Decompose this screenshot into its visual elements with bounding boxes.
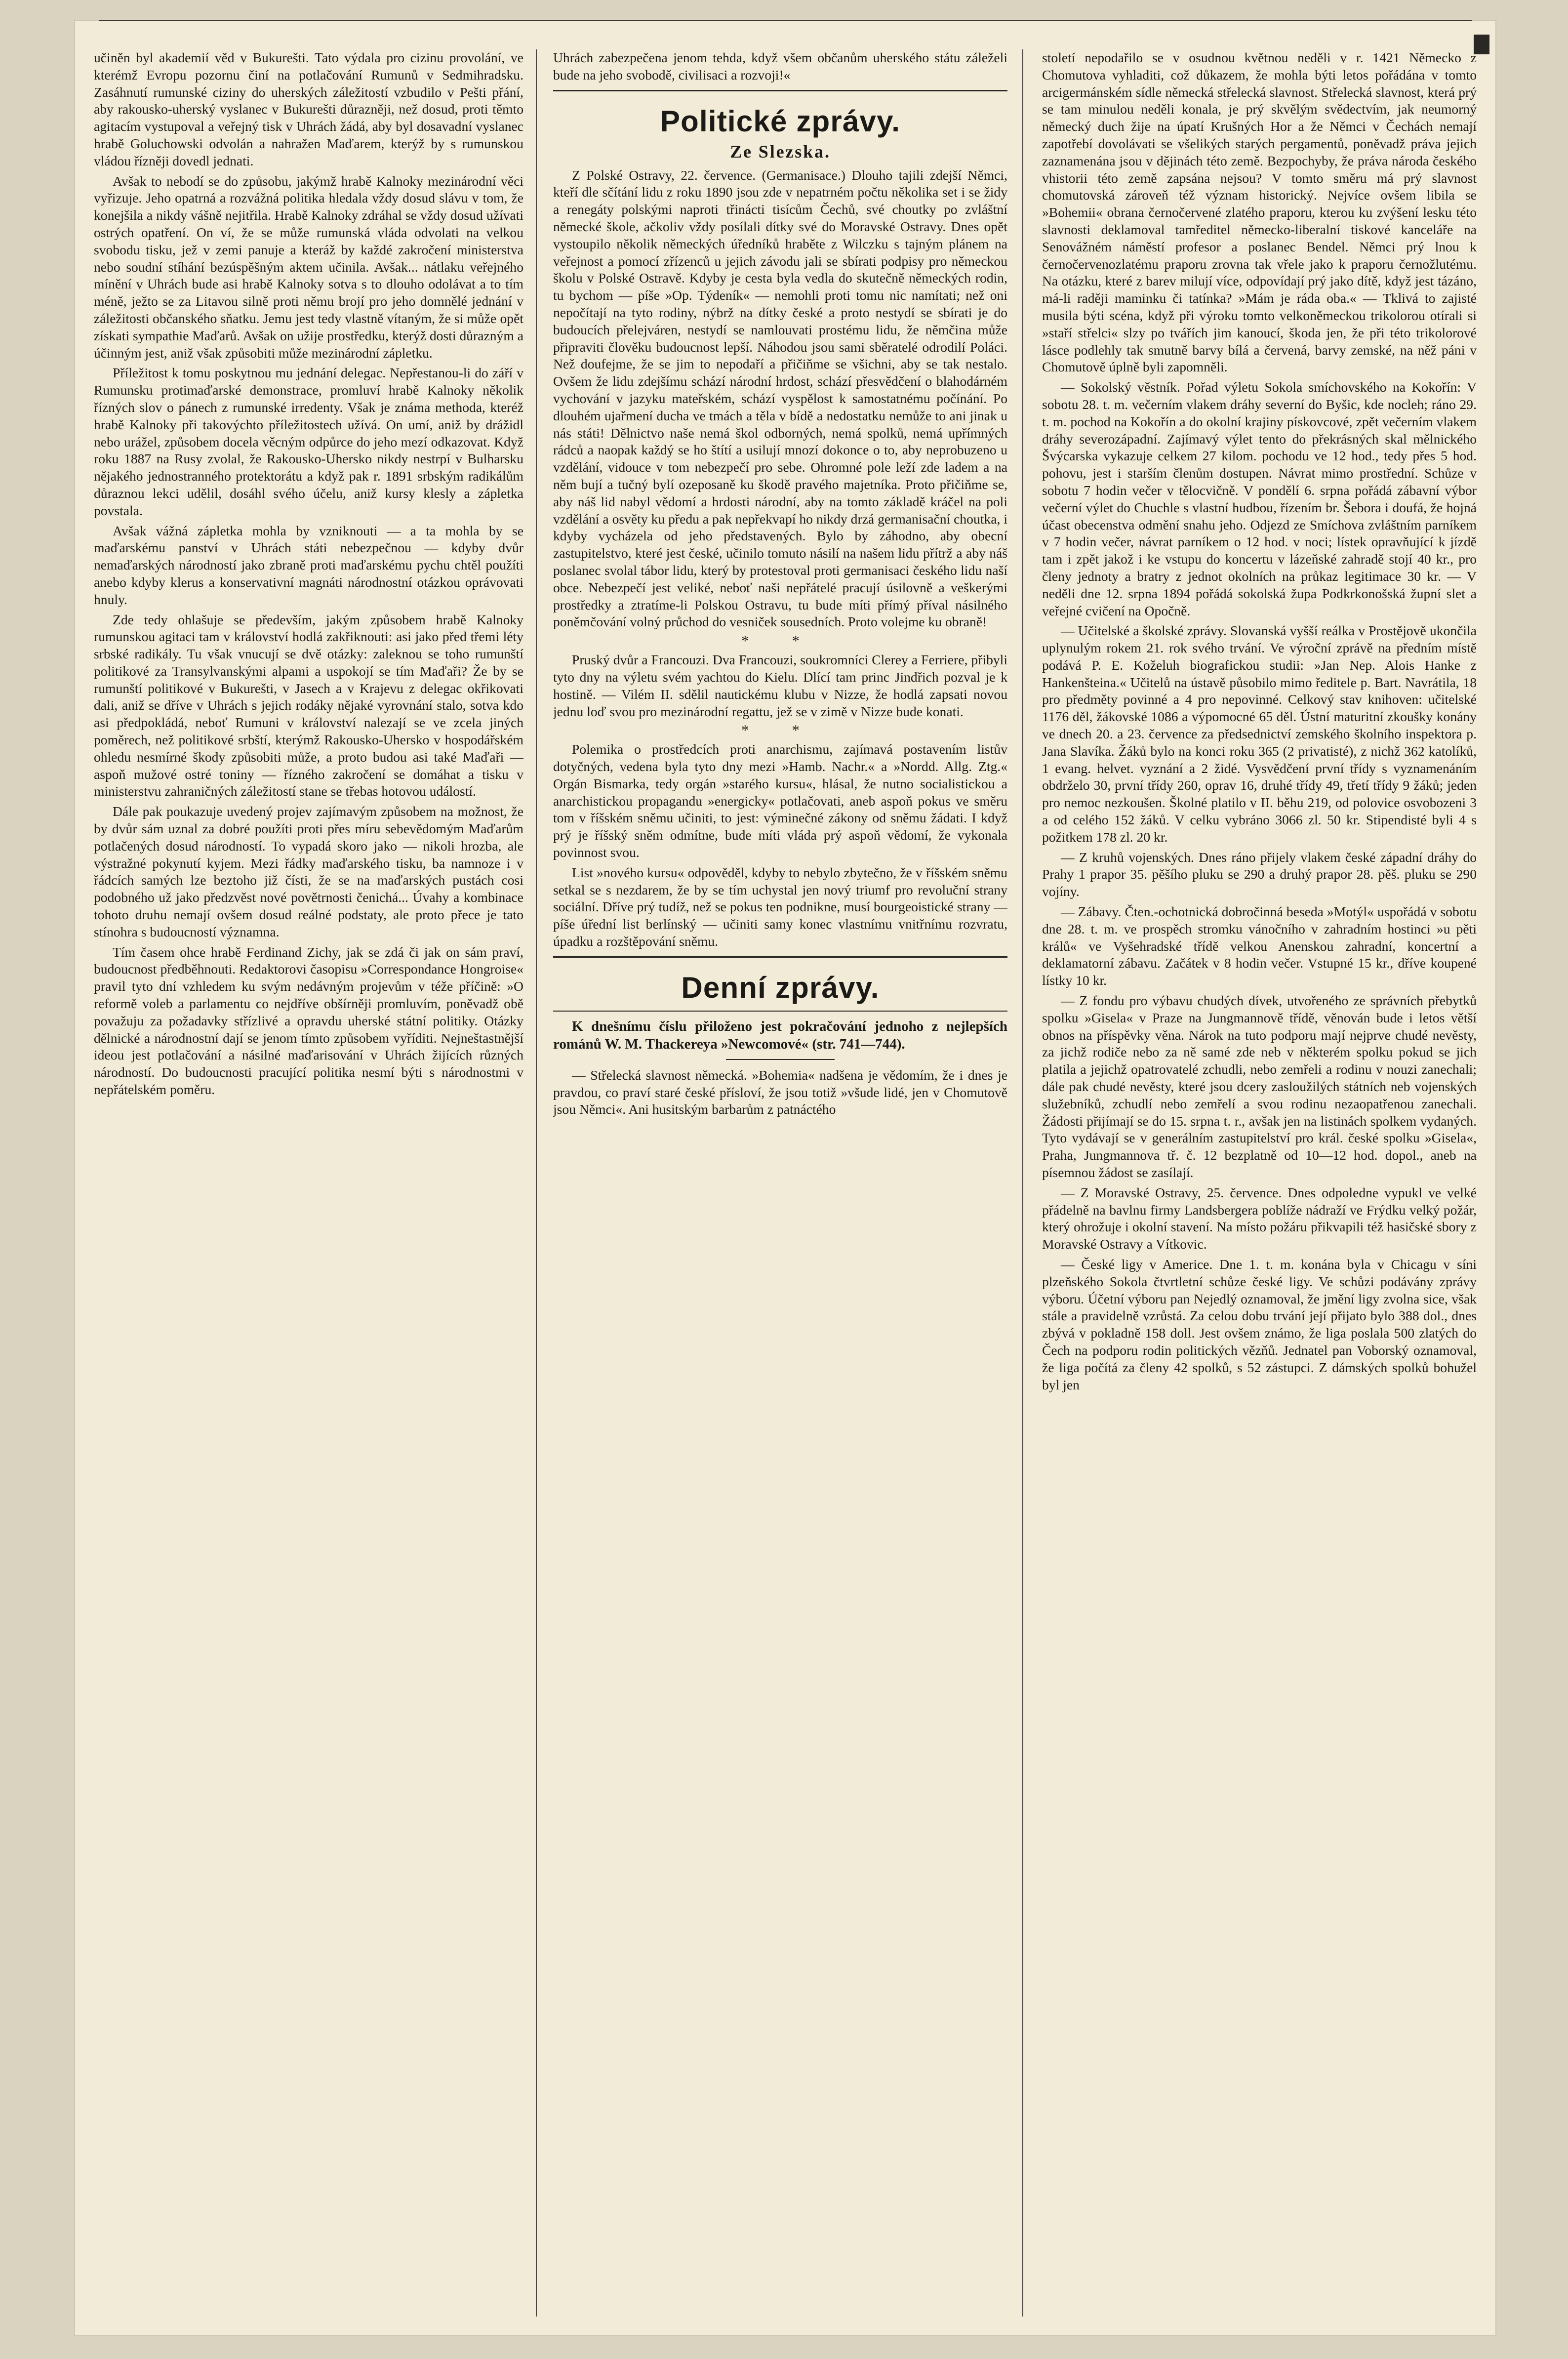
article-paragraph: Dále pak poukazuje uvedený projev zajímavým způsobem na možnost, že by dvůr sám uznal za dobré použíti proti přes míru sebevědomým Maďarům potlačených dosud národností. To vypadá skoro jako — nikoli hrozba, ale výstražné pokynutí kyjem. Mezi řádky maďarského tisku, ba namnoze i v řádcích samých lze beztoho již čísti, že se na maďarských pustách cosi podobného už jako předzvěst nové povětrnosti čenichá... Úvahy a kombinace tohoto druhu nemají ovšem dosud reálné podstaty, ale proto přece je tato stínohra s budoucností významna. [94, 804, 523, 939]
section-title-politicke-zpravy: Politické zprávy. [660, 104, 901, 138]
article-novy-kurs: List »nového kursu« odpověděl, kdyby to nebylo zbytečno, že v říšském sněmu setkal se s nezdarem, že by se tím uchystal jen nový triumf pro revoluční strany sociální. Dříve prý tudíž, než se pokus ten podnikne, musí bourgeoistické strany — píše úřední list berlínský — učiniti samy konec vlastnímu vnitřnímu rozvratu, úpadku a rozštěpování sněmu. [553, 864, 1007, 949]
section-subtitle-slezsko: Ze Slezska. [730, 141, 831, 162]
article-paragraph: Zde tedy ohlašuje se především, jakým způsobem hrabě Kalnoky rumunskou agitaci tam v království hodlá zakřiknouti: asi jako před třemi léty srbské radikály. Tu však vnucují se dvě otázky: zaleknou se toho rumunští politikové za Transylvanskými alpami a uspokojí se tím Maďaři? Že by se rumunští politikové v Bukurešti, v Jasech a v Krajevu z delegac okřikovati dali, aniž se dříve v Uhrách s jejich rodáky nějaké vyrovnání stalo, sotva kdo asi předpokládá, neboť Rumuni v království nalezají se ve zcela jiných poměrech, než politikové srbští, kterýmž Rakousko-Uhersko v hospodářském ohledu nesmírné škody způsobiti může, a proto budou asi také Maďaři — aspoň mužové ostré toniny — řízného zakročení se domáhat a tisku v ministerstvu zahraničných záležitostí stane se třebas hotovou událostí. [94, 611, 523, 799]
article-vojenske: — Z kruhů vojenských. Dnes ráno přijely vlakem české západní dráhy do Prahy 1 prapor 35. pěšího pluku se 290 a druhý prapor 28. pěš. pluku se 290 vojíny. [1042, 849, 1477, 899]
article-fond-divek: — Z fondu pro výbavu chudých dívek, utvořeného ze správních přebytků spolku »Gisela« v Praze na Jungmannově třídě, věnován bude i letos větší obnos na příspěvky věna. Nárok na tuto podporu mají nejprve chudé nevěsty, za jichž rodiče nebo za ně samé zde neb v některém spolku pokud se jich platila a jejichž opatrovatelé zchudli, nebo zemřeli a rodinu v nouzi zanechali; dále pak chudé nevěsty, které jsou dcery zasloužilých státních neb vojenských služebníků, zchudlí nebo zemřelí a svou rodinu nezaopatřenou zanechali. Žádosti přijímají se do 15. srpna t. r., avšak jen na listinách spolkem vydaných. Tyto vydávají se v generálním zastupitelství pro král. české spolku »Gisela«, Praha, Jungmannova tř. č. 12 bezplatně od 10—12 hod. dopol., aneb na písemnou žádost se zasílají. [1042, 993, 1477, 1180]
article-continuation: Uhrách zabezpečena jenom tehda, když všem občanům uherského státu záleželi bude na jeho svobodě, civilisaci a rozvoji!« [553, 50, 1007, 82]
section-title-denni-zpravy: Denní zprávy. [681, 971, 880, 1004]
column-right [1042, 49, 1477, 2317]
article-strelecka-slavnost: — Střelecká slavnost německá. »Bohemia« nadšena je vědomím, že i dnes je pravdou, co praví staré české přísloví, že jsou totiž »všude lidé, jen v Chomutově jsou Němci«. Ani husitským barbarům z patnáctého [553, 1067, 1007, 1117]
article-slezsko: Z Polské Ostravy, 22. července. (Germanisace.) Dlouho tajili zdejší Němci, kteří dle sčítání lidu z roku 1890 jsou zde v nepatrném počtu několika set i se židy a renegáty polskými naproti třinácti tisícům Čechů, své choutky po zvláštní německé škole, ačkoliv vždy posílali dítky své do Moravské Ostravy. Dnes opět vystoupilo několik německých úředníků hraběte z Wilczku s tajným plánem na veřejnost a pomocí zřízenců u jejich závodu jali se sbírati podpisy pro německou školu v Polské Ostravě. Kdyby je cesta byla vedla do skutečně německých rodin, tu bychom — píše »Op. Týdeník« — nemohli proti tomu nic namítati; než oni nepočítají na tyto rodiny, nýbrž na dítky české a proto nestydí se sbírati je do budoucích přelejváren, nestydí se namlouvati prostému lidu, že němčina může připraviti člověku budoucnost lepší. Náhodou jsou sami sběratelé odrodilí Poláci. Než doufejme, že se jim to nepodaří a přičiňme se všichni, aby se tak nestalo. Ovšem že lidu zdejšímu schází národní hrdost, schází přesvědčení o blahodárném vychování v jazyku mateřském, schází vyspělost k samostatnému počínání. Po dlouhém ujařmení ducha ve tmách a těla v bídě a nedostatku nemůže to ani jinak u nás státi! Dělnictvo naše nemá škol odborných, nemá spolků, nemá upřímných rádců a naopak každý se ho štítí a usilují mnozí dokonce o to, aby neprobuzeno u vzdělání, vidouce v tom nebezpečí pro sebe. Ohromné pole leží zde ladem a na něm bují a tučný bylí ozeposaně ku škodě pravého majetníka. Proto přičiňme se, aby náš lid nabyl vědomí a hrdosti národní, aby na tomto základě kráčel na poli vzdělání a osvěty ku předu a pak nepřekvapí ho nikdy drzá germanisační choutka, i kdyby vycházela od jeho představených. Bylo by záhodno, aby obecní zastupitelstvo, které jest české, učinilo tomuto násilí na našem lidu přítrž a aby náš poslanec svolal tábor lidu, který by protestoval proti germanisaci českého lidu naší obce. Nebezpečí jest veliké, neboť naši nepřátelé pracují úsilovně a veškerými prostředky a ztratíme-li Polskou Ostravu, tu bude míti přímý příval násilného poněmčování volný průchod do vesniček sousedních. Proto volejme ku obraně! [553, 167, 1007, 630]
top-rule [99, 20, 1472, 21]
column-divider [536, 49, 537, 2317]
newspaper-page [74, 20, 1496, 2336]
article-paragraph: Příležitost k tomu poskytnou mu jednání delegac. Nepřestanou-li do září v Rumunsku protimaďarské demonstrace, promluví hrabě Kalnoky několik řízných slov o pánech z rumunské irredenty. Však je známa methoda, kteréž hrabě Kalnoky při takovýchto příležitostech užívá. On umí, aniž by drážidl nebo urážel, způsobem docela věcným odpůrce do jeho mezí odkazovat. Když roku 1887 na Rusy zvolal, že Rakousko-Uhersko nikdy nestrpí v Bulharsku nějakého jednostranného protektorátu a když pak r. 1891 srbským radikálům důraznou lekci udělil, dosáhl svého účelu, aniž kursy klesly a zápletka povstala. [94, 365, 523, 518]
article-paragraph: učiněn byl akademií věd v Bukurešti. Tato výdala pro cizinu provolání, ve kterémž Evropu pozornu činí na potlačování Rumunů v Sedmihradsku. Zasáhnutí rumunské ciziny do uherských záležitostí vzbudilo v Pešti přání, aby rakousko-uherský vyslanec v Bukurešti důrazněji, než dosud, proti těmto agitacím vystupoval a veřejný tisk v Uhrách žádá, aby byl dosavadní vyslanec hrabě Goluchowski odvolán a nahražen Maďarem, kterýž by s rumunskou vládou řízněji dovedl jednati. [94, 50, 523, 168]
separator-stars: * * [741, 722, 819, 739]
article-paragraph: Avšak vážná zápletka mohla by vzniknouti — a ta mohla by se maďarskému panství v Uhrách státi nebezpečnou — kdyby dvůr nemaďarských národností jako zbraně proti maďarskému pychu chtěl použíti anebo kdyby klerus a konservativní magnáti národnostní otázkou oprávovati hnuly. [94, 523, 523, 607]
separator-stars: * * [741, 633, 819, 650]
article-ucitelske-zpravy: — Učitelské a školské zprávy. Slovanská vyšší reálka v Prostějově ukončila uplynulým rokem 21. rok svého trvání. Ve výroční zprávě na předním místě podává P. E. Koželuh biografickou studii: »Jan Nep. Alois Hanke z Hankenšteina.« Učitelů na ústavě působilo mimo ředitele p. Bart. Navrátila, 18 pro předměty povinné a 4 pro nepovinné. Celkový stav knihoven: učitelské 1176 děl, žákovské 1086 a výpomocné 65 děl. Ústní maturitní zkoušky konány ve dnech 20. a 23. července za předsednictví zemského školního inspektora p. Jana Slavíka. Žáků bylo na konci roku 365 (2 privatisté), z nichž 362 katolíků, 1 evang. helvet. vyznání a 2 židé. Vysvědčení první třídy s vyznamenáním obdrželo 30, první třídy 260, oprav 16, druhé třídy 49, třetí třídy 9 žáků; jeden pro nemoc nezkoušen. Školné platilo v II. běhu 219, od polovice osvobozeni 3 a od celého 152 žáků. V celku vybráno 3066 zl. 50 kr. Stipendisté byli 4 s požitkem 178 zl. 20 kr. [1042, 623, 1477, 845]
article-prusky-dvur: Pruský dvůr a Francouzi. Dva Francouzi, soukromníci Clerey a Ferriere, přibyli tyto dny na výletu svém yachtou do Kielu. Dlící tam princ Jindřich pozval je k hostině. — Vilém II. sdělil nautickému klubu v Nizze, že hodlá zapsati novou jednu loď svou pro mezinárodní regattu, jež se v zimě v Nizze bude konati. [553, 652, 1007, 719]
article-paragraph: Tím časem ohce hrabě Ferdinand Zichy, jak se zdá či jak on sám praví, budoucnost předběhnouti. Redaktorovi časopisu »Correspondance Hongroise« pravil tyto dní vzhledem ku svým nedávným projevům v téže příčině: »O reformě voleb a parlamentu co nejdříve obšírněji promluvím, poněvadž obě považuju za požadavky střízlivé a opravdu uherské státní politiky. Otázky dělnické a národnostní dají se jenom tímto způsobem vyříditi. Nejneštastnější ideou jest potlačování a násilné maďarisování v Uhrách žijících různých národností. Do budoucnosti pracující politika nesmí býti s národnostmi v nepřátelském poměru. [94, 944, 523, 1098]
section-rule [553, 90, 1007, 91]
article-moravska-ostrava: — Z Moravské Ostravy, 25. července. Dnes odpoledne vypukl ve velké přádelně na bavlnu firmy Landsbergera poblíže nádraží ve Frýdku velký požár, který ohrožuje i okolní stavení. Na místo požáru přikvapili též hasičské sbory z Moravské Ostravy a Vítkovic. [1042, 1184, 1477, 1252]
article-sokolsky-vestnik: — Sokolský věstník. Pořad výletu Sokola smíchovského na Kokořín: V sobotu 28. t. m. večerním vlakem dráhy severní do Byšic, kde nocleh; ráno 29. t. m. pochod na Kokořín a do okolní krajiny pískovcové, zpět večerním vlakem dráhy severozápadní. Zajímavý výlet tento do překrásných skal mělnického Švýcarska vykazuje celkem 27 kilom. pochodu ve 12 hod., tedy přes 5 hod. pohovu, jest i starším členům dostupen. Návrat mimo prostřední. Schůze v sobotu 7 hodin večer v tělocvičně. V pondělí 6. srpna pořádá zábavní výbor večerní výlet do Chuchle s vlastní hudbou, řízením br. Šebora i doufá, že hojná účast obecenstva odmění snahu jeho. Odjezd ze Smíchova zvláštním parníkem v 7 hodin večer, návrat parníkem o 12 hod. v noci; lístek opravňující k jízdě tam i zpět jakož i ke vstupu do koncertu v lázeňské zahradě stojí 40 kr., pro členy jednoty a bratry z jednot okolních na průkaz legitimace 30 kr. — V neděli dne 12. srpna 1894 pořádá sokolská župa Podkrkonošská župní slet a veřejné cvičení na Opočně. [1042, 379, 1477, 618]
section-rule [553, 1011, 1007, 1012]
article-paragraph: Avšak to nebodí se do způsobu, jakýmž hrabě Kalnoky mezinárodní věci vyřizuje. Jeho opatrná a rozvážná politika hledala vždy dosud slávu v tom, že konejšila a nikdy vášně nejitřila. Hrabě Kalnoky zdráhal se vždy dosud užívati ostrých opatření. On ví, že se může rumunská vláda odvolati na velkou svobodu tisku, jež v zemi panuje a kteráž by každé zakročení ministerstva nebo soudní stíhání bezúspěšným aktem učinila. Avšak... nátlaku veřejného mínění v Uhrách bude asi hrabě Kalnoky sotva s to dlouho odolávat a to tím méně, ježto se za Litavou silně proti němu brojí pro jeho domnělé jednání v záležitosti občanského sňatku. Jemu jest tedy vlastně vítaným, že si může opět získati sympathie Maďarů. Avšak on užije prostředku, kterýž dosti důrazným a účinným jest, aniž však způsobiti může mezinárodní zápletku. [94, 173, 523, 361]
article-paragraph: století nepodařilo se v osudnou květnou neděli v r. 1421 Německo z Chomutova vyhladiti, což důkazem, že mohla býti letos pořádána v tomto arcigermánském sídle německá střelecká slavnost. Střelecká slavnost, která prý se tam minulou neděli konala, je prý skvělým svědectvím, jak neumorný německý duch žije na úpatí Krušných Hor a že Němci v Čechách nemají zapotřebí dovolávati se všelikých starých pergamentů, poněvadž práva jejich zaznamenána jsou v dějinách této země. Bezpochyby, že práva národa českého vhistorii této země zapsána nejsou? V tomto směru má prý slavnost chomutovská zároveň též význam historický. Nejvíce ovšem libila se »Bohemii« obrana černočervené zlatého praporu, kterou ku zvýšení lesku této slavnosti deklamoval tamředitel německo-liberalní tiskové kanceláře na Senovážném náměstí profesor a poslanec Bendel. Němci prý lnou k černočervenozlatému praporu zrovna tak vřele jako k praporu černožlutému. Na otázku, které z barev milují více, odpovídají prý jako dítě, když jest tázáno, má-li raději maminku či tatínka? »Mám je ráda oba.« — Tklivá to zajisté musila býti scéna, když při výroku tomto velkoněmeckou trikolorou otírali si »staří střelci« slzy po tvářích jim kanoucí, škoda jen, že při této trikolorové lásce podlehly tak smutně barvy bílá a červená, barvy zemské, na něž páni v Chomutově úplně byli zapomněli. [1042, 50, 1477, 375]
column-divider [1022, 49, 1023, 2317]
short-rule [726, 1059, 835, 1060]
section-rule [553, 956, 1007, 958]
column-left [94, 49, 523, 2317]
article-polemika: Polemika o prostředcích proti anarchismu, zajímavá postavením listův dotyčných, vedena byla tyto dny mezi »Hamb. Nachr.« a »Nordd. Allg. Ztg.« Orgán Bismarka, tedy orgán »starého kursu«, hlásal, že nutno socialistickou a anarchistickou propagandu »energicky« potlačovati, aneb aspoň pokus ve směru tom v říšském sněmu učiniti, to jest: výminečné zákony od sněmu žádati. I když prý je říšský sněm odmítne, bude míti vláda prý aspoň vědomí, že vykonala povinnost svou. [553, 741, 1007, 860]
article-ceske-ligy: — České ligy v Americe. Dne 1. t. m. konána byla v Chicagu v síni plzeňského Sokola čtvrtletní schůze české ligy. Ve schůzi podávány zprávy výboru. Účetní výboru pan Nejedlý oznamoval, že jmění ligy zvolna sice, však stále a pravidelně vzrůstá. Za celou dobu trvání její přijato bylo 388 dol., dnes zbývá v pokladně 158 doll. Jest ovšem známo, že liga poslala 500 zlatých do Čech na podporu rodin politických vězňů. Jednatel pan Voborský oznamoval, že liga počítá za členy 42 spolků, s 52 zástupci. Z dámských spolků bohužel byl jen [1042, 1256, 1477, 1392]
notice-supplement: K dnešnímu číslu přiloženo jest pokračování jednoho z nejlepších románů W. M. Thackereya »Newcomové« (str. 741—744). [553, 1018, 1007, 1052]
column-middle [553, 49, 1007, 2317]
article-zabavy: — Zábavy. Čten.-ochotnická dobročinná beseda »Motýl« uspořádá v sobotu dne 28. t. m. ve prospěch stromku vánočního v zahradním hostinci »u pěti králů« ve Vyšehradské třídě velkou Anenskou zahradní, koncertní a deklamatorní zábavu. Začátek v 8 hodin večer. Vstupné 15 kr., dříve koupené lístky 10 kr. [1042, 904, 1477, 988]
